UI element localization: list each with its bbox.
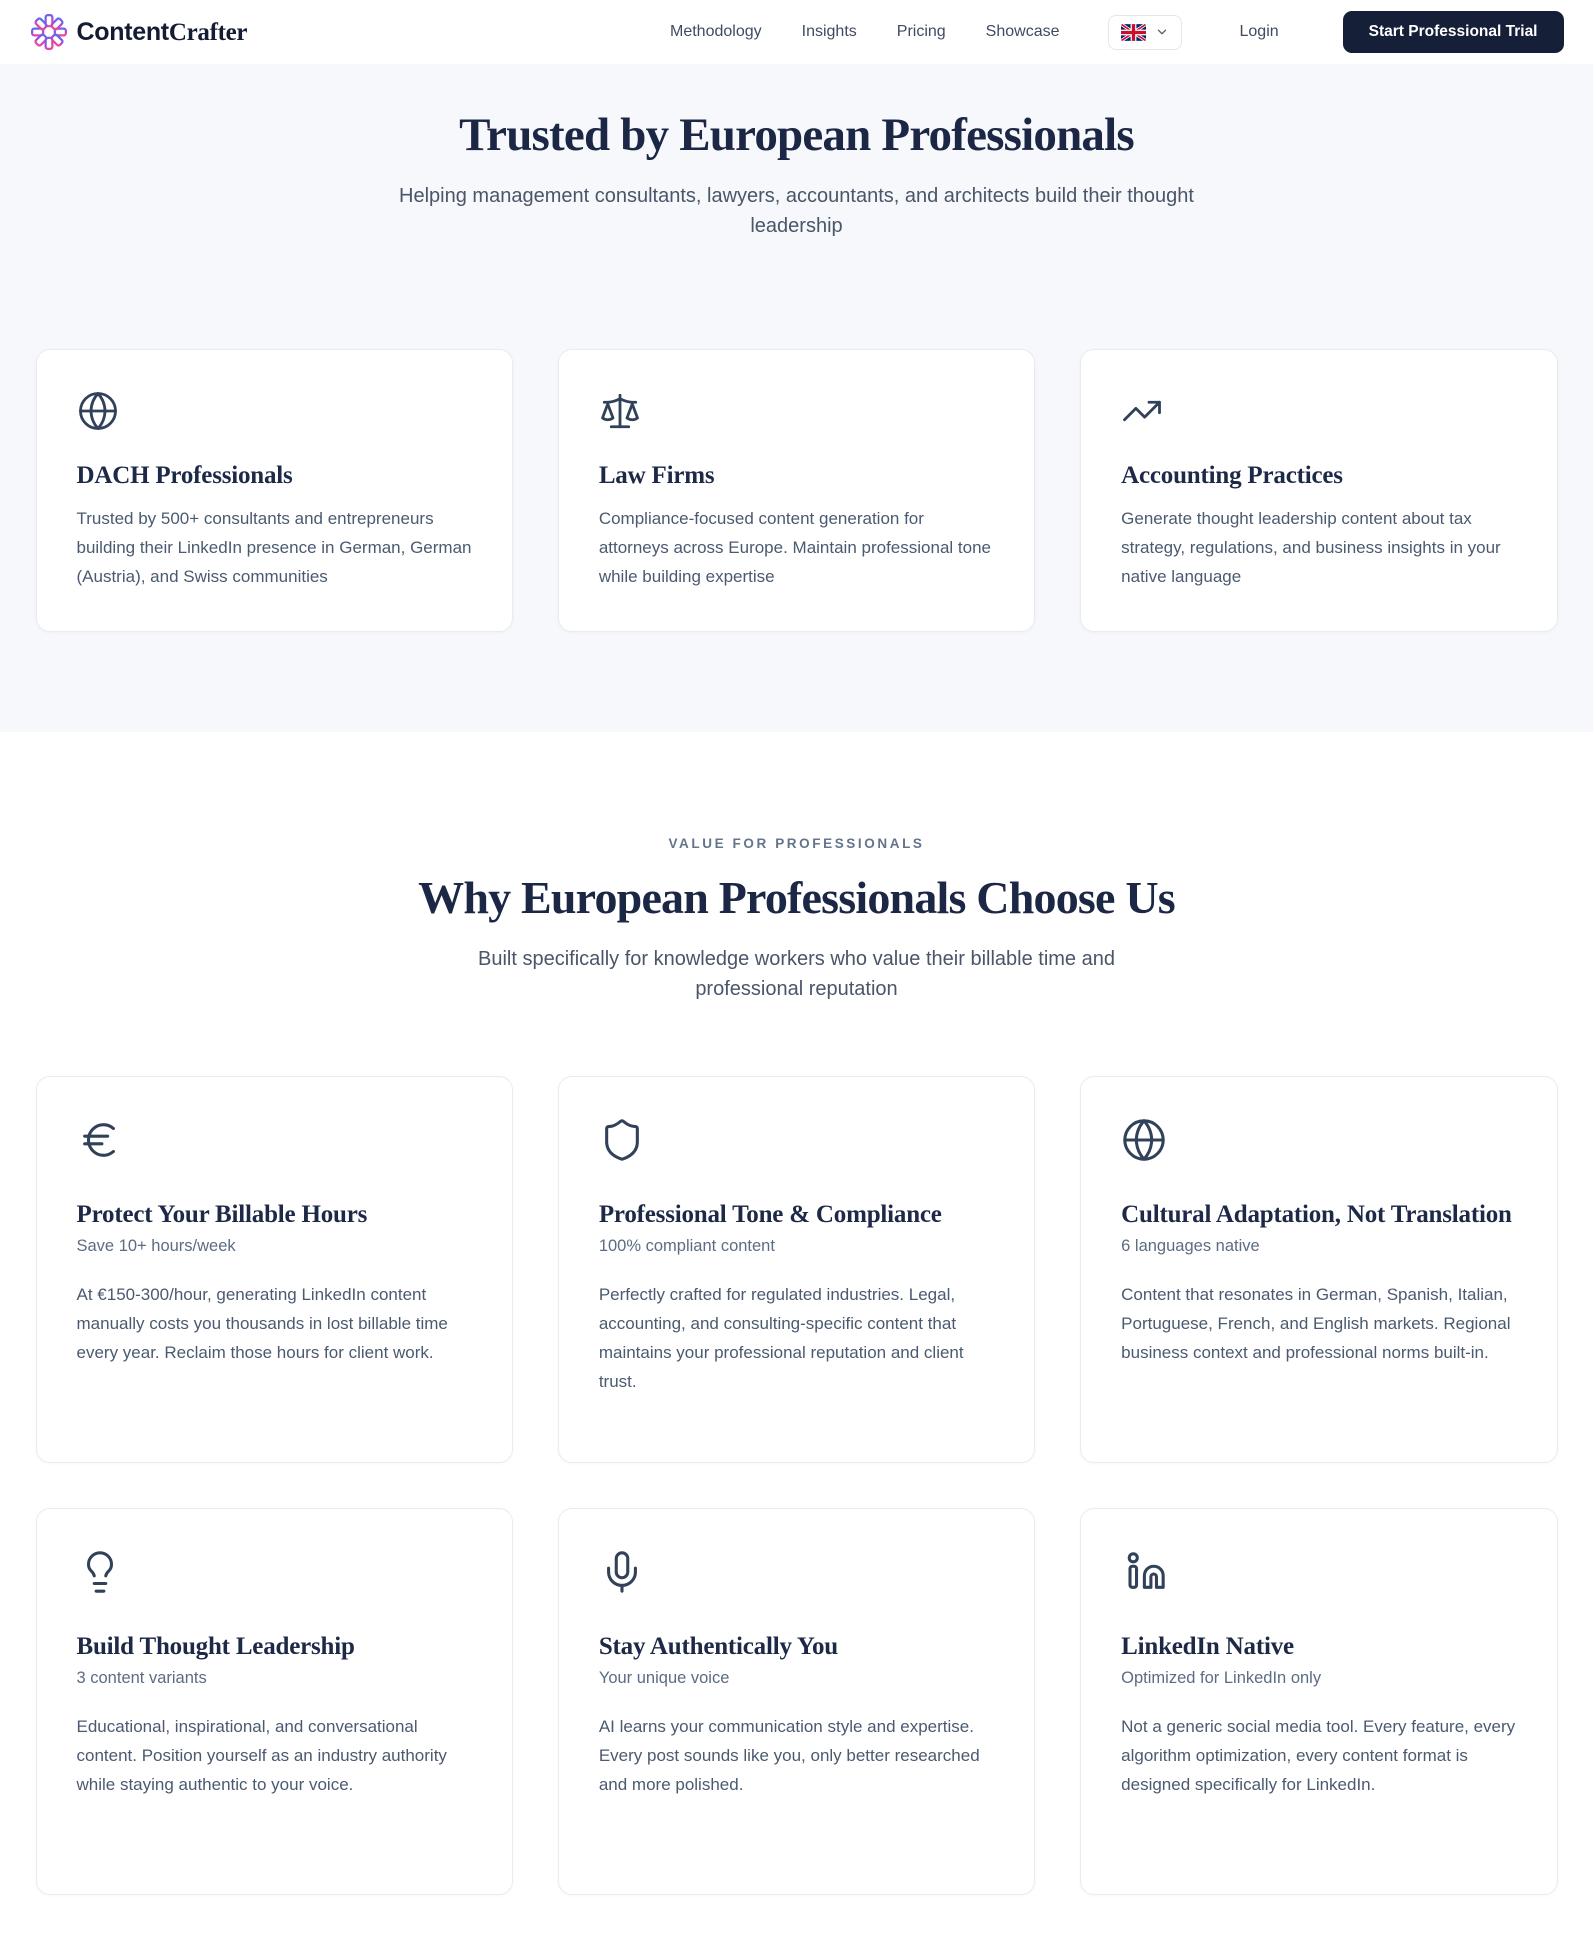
globe-icon [77, 390, 119, 432]
card-body: Perfectly crafted for regulated industries. Legal, accounting, and consulting-specific content that maintains your professional reputation and client trust. [598, 1285, 964, 1392]
value-card-thought-leadership [36, 1508, 513, 1895]
scales-icon [599, 390, 641, 432]
hero-card-dach [36, 349, 513, 632]
card-tagline: 3 content variants [76, 1669, 207, 1688]
shield-icon [599, 1117, 645, 1163]
card-title: LinkedIn Native [1121, 1633, 1294, 1661]
brand-name: ContentCrafter [76, 17, 248, 46]
card-title: Protect Your Billable Hours [76, 1201, 368, 1229]
header [0, 0, 1593, 64]
card-body: Educational, inspirational, and conversational content. Position yourself as an industry authority while staying authentic to your voice. [76, 1717, 447, 1795]
card-body: Trusted by 500+ consultants and entrepreneurs building their LinkedIn presence in German, German (Austria), and Swiss communities [76, 508, 472, 586]
globe-icon [1121, 1117, 1167, 1163]
page-title: Trusted by European Professionals [459, 109, 1134, 161]
hero-card-grid [36, 349, 1558, 632]
lightbulb-icon [77, 1549, 123, 1595]
section-eyebrow: VALUE FOR PROFESSIONALS [668, 835, 925, 851]
linkedin-icon [1121, 1549, 1167, 1595]
hero-subtitle: Helping management consultants, lawyers, accountants, and architects build their thought leadership [399, 184, 1194, 237]
euro-icon [77, 1117, 123, 1163]
hero-card-accounting [1080, 349, 1557, 632]
card-title: Cultural Adaptation, Not Translation [1121, 1201, 1512, 1229]
card-title: Accounting Practices [1121, 461, 1343, 489]
language-selector[interactable] [1108, 15, 1182, 50]
card-title: Stay Authentically You [598, 1633, 838, 1661]
card-body: Compliance-focused content generation for attorneys across Europe. Maintain professional tone while building expertise [598, 508, 991, 586]
value-card-authentic-voice [558, 1508, 1035, 1895]
value-section [0, 732, 1593, 1896]
card-tagline: 100% compliant content [598, 1237, 775, 1256]
card-tagline: Save 10+ hours/week [76, 1237, 236, 1256]
chevron-down-icon [1155, 25, 1169, 39]
value-card-compliance [558, 1076, 1035, 1463]
value-card-cultural [1080, 1076, 1557, 1463]
uk-flag-icon [1121, 24, 1146, 41]
card-tagline: 6 languages native [1121, 1237, 1260, 1256]
section-title: Why European Professionals Choose Us [418, 871, 1175, 923]
section-subtitle: Built specifically for knowledge workers who value their billable time and professional reputation [478, 948, 1115, 1001]
card-body: Content that resonates in German, Spanish, Italian, Portuguese, French, and English markets. Regional business context and professional norms built-in. [1121, 1285, 1511, 1363]
brand-logo[interactable] [30, 13, 248, 51]
main-nav [670, 11, 1564, 53]
card-tagline: Optimized for LinkedIn only [1121, 1669, 1322, 1688]
logo-pinwheel-icon [30, 13, 68, 51]
card-title: Build Thought Leadership [76, 1633, 355, 1661]
card-body: AI learns your communication style and expertise. Every post sounds like you, only better researched and more polished. [598, 1717, 980, 1795]
start-trial-button[interactable]: Start Professional Trial [1343, 11, 1564, 53]
card-title: Professional Tone & Compliance [598, 1201, 942, 1229]
card-title: DACH Professionals [76, 461, 293, 489]
card-body: At €150-300/hour, generating LinkedIn content manually costs you thousands in lost billable time every year. Reclaim those hours for client work. [76, 1285, 448, 1363]
trending-up-icon [1121, 390, 1163, 432]
login-link[interactable]: Login [1239, 23, 1279, 40]
hero-card-law [558, 349, 1035, 632]
nav-pricing[interactable]: Pricing [896, 23, 946, 40]
card-body: Generate thought leadership content about tax strategy, regulations, and business insights in your native language [1121, 508, 1501, 586]
hero-section [0, 64, 1593, 732]
card-tagline: Your unique voice [598, 1669, 730, 1688]
nav-showcase[interactable]: Showcase [985, 23, 1060, 40]
card-body: Not a generic social media tool. Every feature, every algorithm optimization, every content format is designed specifically for LinkedIn. [1121, 1717, 1516, 1795]
value-card-linkedin-native [1080, 1508, 1557, 1895]
microphone-icon [599, 1549, 645, 1595]
value-card-billable-hours [36, 1076, 513, 1463]
nav-insights[interactable]: Insights [801, 23, 857, 40]
value-card-grid [36, 1076, 1558, 1895]
nav-methodology[interactable]: Methodology [670, 23, 762, 40]
card-title: Law Firms [598, 461, 715, 489]
